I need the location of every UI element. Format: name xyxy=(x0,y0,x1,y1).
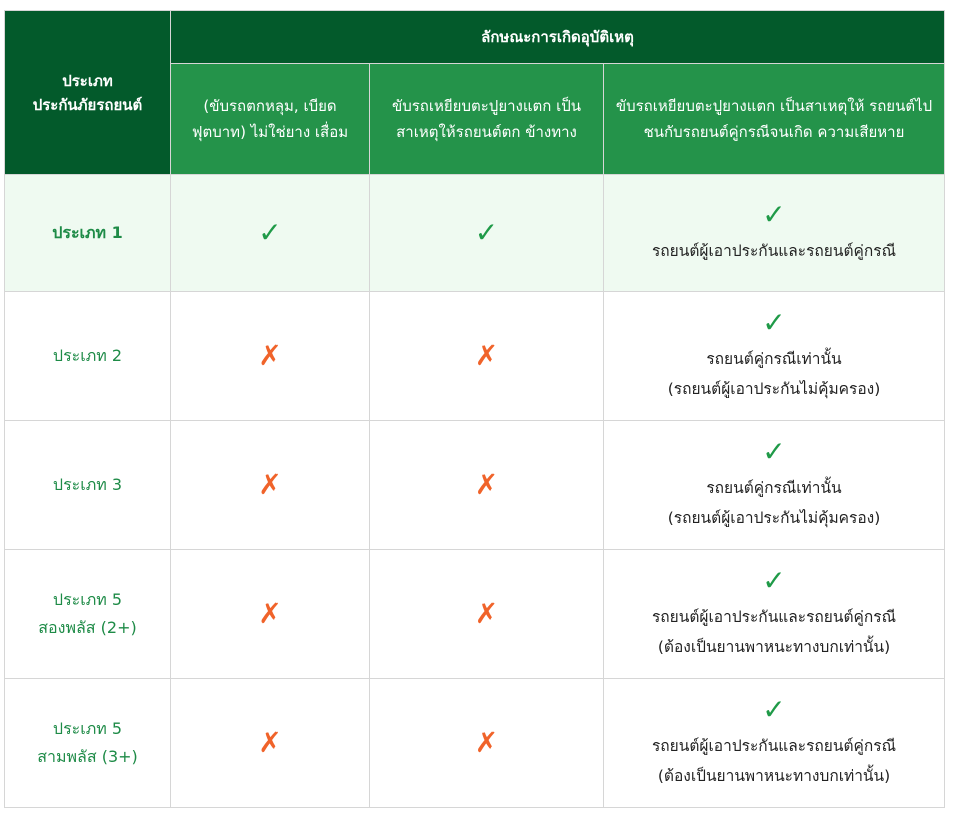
coverage-detail-note: (รถยนต์ผู้เอาประกันไม่คุ้มครอง) xyxy=(667,509,881,527)
insurance-type-sublabel: สองพลัส (2+) xyxy=(38,618,137,637)
coverage-cell xyxy=(370,679,604,808)
coverage-detail: รถยนต์คู่กรณีเท่านั้น xyxy=(706,350,842,368)
insurance-type-cell xyxy=(5,175,171,292)
coverage-cell xyxy=(171,292,370,421)
cross-icon: ✗ xyxy=(474,597,499,630)
coverage-detail-note: (ต้องเป็นยานพาหนะทางบกเท่านั้น) xyxy=(657,638,891,656)
table-row xyxy=(5,679,945,808)
coverage-detail-note: (ต้องเป็นยานพาหนะทางบกเท่านั้น) xyxy=(657,767,891,785)
coverage-detail: รถยนต์คู่กรณีเท่านั้น xyxy=(706,479,842,497)
coverage-cell xyxy=(604,679,945,808)
insurance-type-header-line2: ประกันภัยรถยนต์ xyxy=(32,95,143,114)
coverage-cell xyxy=(604,421,945,550)
table-body xyxy=(5,175,945,808)
coverage-cell xyxy=(604,175,945,292)
check-icon: ✓ xyxy=(762,306,786,339)
check-icon: ✓ xyxy=(258,216,282,249)
cross-icon: ✗ xyxy=(258,726,282,759)
check-icon: ✓ xyxy=(762,564,786,597)
cross-icon: ✗ xyxy=(258,339,282,372)
cross-icon: ✗ xyxy=(258,468,282,501)
insurance-type-cell xyxy=(5,421,171,550)
column-header-tire-burst-roadside: ขับรถเหยียบตะปูยางแตก เป็นสาเหตุให้รถยนต์ตก ข้างทาง xyxy=(370,64,604,175)
insurance-type-header xyxy=(5,11,171,175)
coverage-detail: รถยนต์ผู้เอาประกันและรถยนต์คู่กรณี xyxy=(651,608,897,626)
insurance-type-label: ประเภท 1 xyxy=(52,223,123,242)
column-header-tire-burst-collision: ขับรถเหยียบตะปูยางแตก เป็นสาเหตุให้ รถยนต์ไปชนกับรถยนต์คู่กรณีจนเกิด ความเสียหาย xyxy=(604,64,945,175)
coverage-cell xyxy=(370,421,604,550)
accident-type-group-header: ลักษณะการเกิดอุบัติเหตุ xyxy=(171,11,945,64)
coverage-cell xyxy=(370,292,604,421)
check-icon: ✓ xyxy=(762,693,786,726)
cross-icon: ✗ xyxy=(474,339,499,372)
coverage-cell xyxy=(171,550,370,679)
cross-icon: ✗ xyxy=(474,468,499,501)
insurance-type-cell xyxy=(5,679,171,808)
coverage-cell xyxy=(370,550,604,679)
insurance-type-label: ประเภท 5 xyxy=(52,719,123,738)
coverage-cell xyxy=(171,175,370,292)
table-row xyxy=(5,421,945,550)
insurance-type-cell xyxy=(5,292,171,421)
coverage-cell xyxy=(604,292,945,421)
insurance-type-label: ประเภท 3 xyxy=(52,475,123,494)
check-icon: ✓ xyxy=(762,435,786,468)
cross-icon: ✗ xyxy=(474,726,499,759)
check-icon: ✓ xyxy=(762,198,786,231)
coverage-cell xyxy=(604,550,945,679)
coverage-cell xyxy=(370,175,604,292)
coverage-cell xyxy=(171,421,370,550)
table-row xyxy=(5,175,945,292)
check-icon: ✓ xyxy=(474,216,499,249)
table-row xyxy=(5,292,945,421)
coverage-detail: รถยนต์ผู้เอาประกันและรถยนต์คู่กรณี xyxy=(651,737,897,755)
insurance-type-cell xyxy=(5,550,171,679)
coverage-detail-note: (รถยนต์ผู้เอาประกันไม่คุ้มครอง) xyxy=(667,380,881,398)
insurance-type-header-line1: ประเภท xyxy=(62,71,113,90)
coverage-cell xyxy=(171,679,370,808)
table-row xyxy=(5,550,945,679)
column-header-pothole: (ขับรถตกหลุม, เบียด ฟุตบาท) ไม่ใช่ยาง เสื่อม xyxy=(171,64,370,175)
insurance-type-label: ประเภท 5 xyxy=(52,590,123,609)
coverage-table xyxy=(4,10,945,808)
insurance-type-label: ประเภท 2 xyxy=(52,346,123,365)
insurance-type-sublabel: สามพลัส (3+) xyxy=(37,747,138,766)
cross-icon: ✗ xyxy=(258,597,282,630)
coverage-detail: รถยนต์ผู้เอาประกันและรถยนต์คู่กรณี xyxy=(651,242,897,260)
